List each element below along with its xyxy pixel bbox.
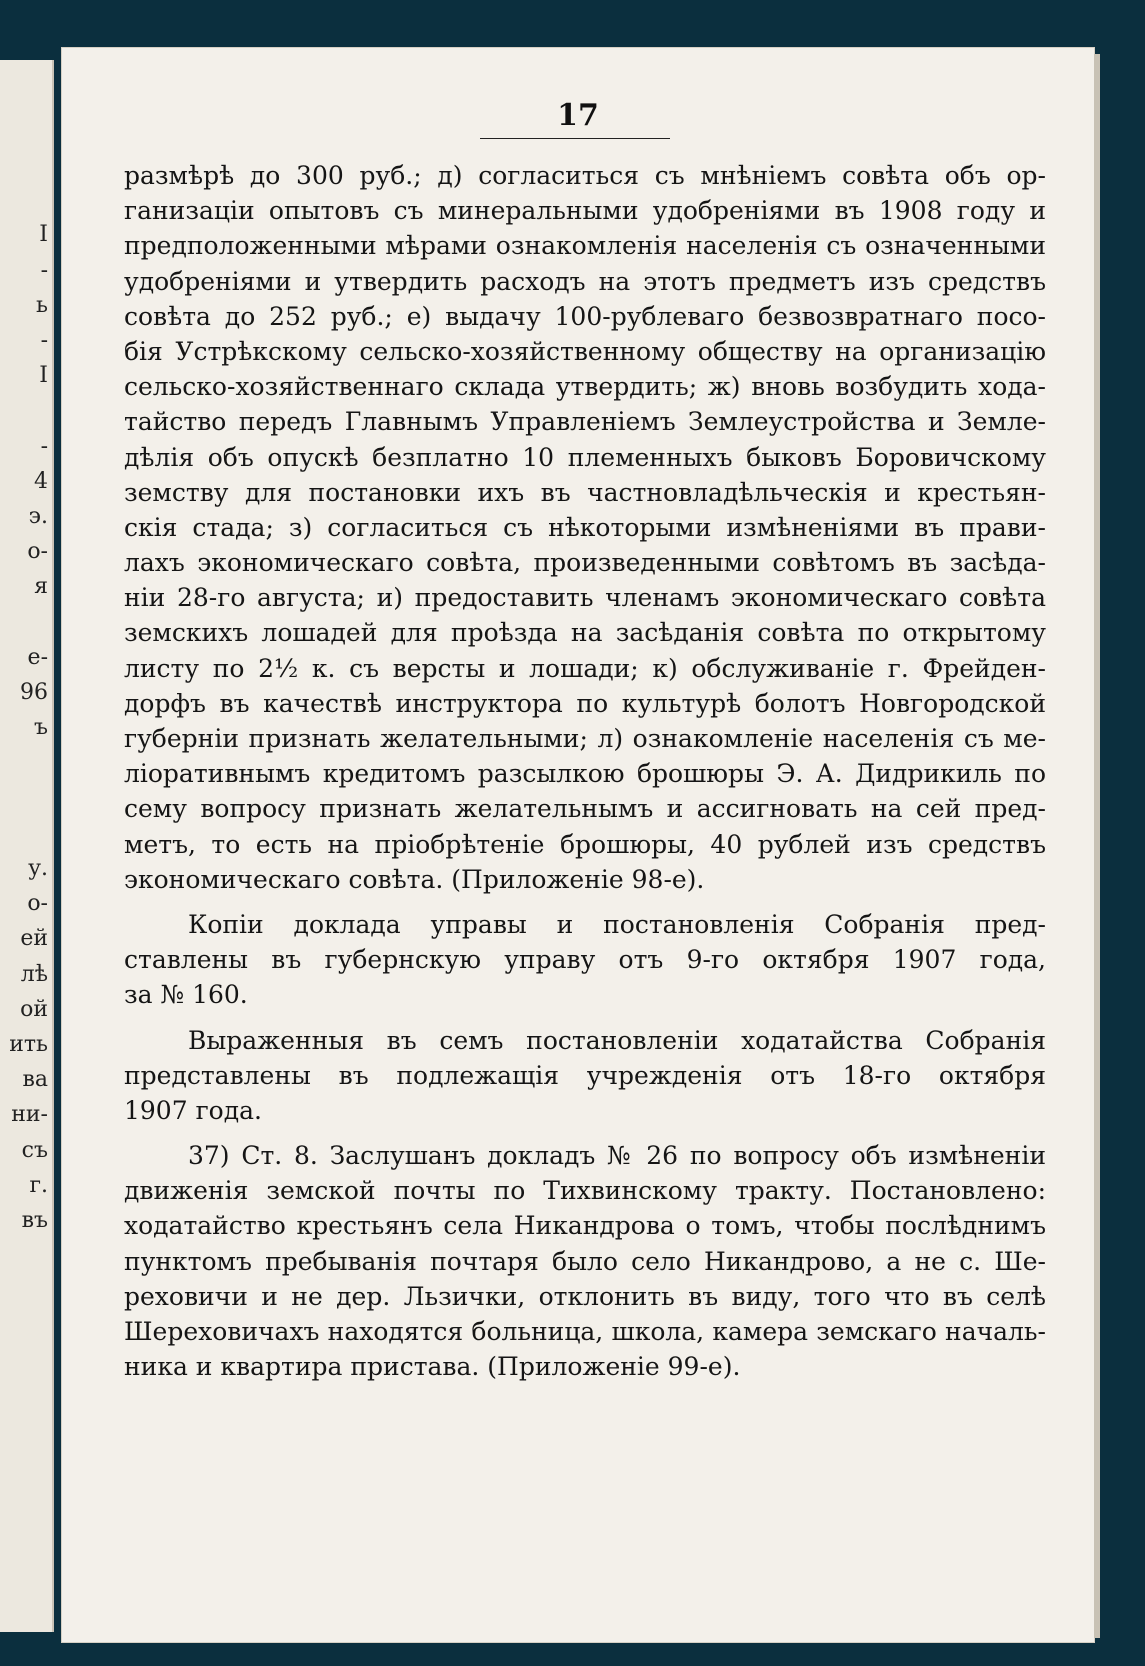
left-page-fragment: ъ	[34, 715, 48, 741]
left-page-fragment: I	[39, 363, 48, 389]
text-line: тайство передъ Главнымъ Управленіемъ Землеустройства и Земле-	[124, 407, 1046, 437]
left-page-fragment: -	[40, 257, 48, 283]
paragraph-gap	[124, 1013, 1046, 1023]
left-page-fragment: у.	[28, 856, 48, 881]
text-line: листу по 2½ к. съ версты и лошади; к) обслуживаніе г. Фрейден-	[124, 653, 1046, 683]
text-line: земству для постановки ихъ въ частновладѣльческія и крестьян-	[124, 477, 1046, 507]
left-page-fragment: о-	[27, 891, 48, 917]
text-line: размѣрѣ до 300 руб.; д) согласиться съ мнѣніемъ совѣта объ ор-	[124, 161, 1046, 190]
text-line: губерніи признать желательными; л) ознакомленіе населенія съ ме-	[124, 724, 1046, 753]
text-line: за № 160.	[124, 980, 248, 1010]
text-line: лахъ экономическаго совѣта, произведенными совѣтомъ въ засѣда-	[124, 548, 1046, 578]
left-page-fragment: -	[40, 328, 48, 353]
text-line: ганизаціи опытовъ съ минеральными удобреніями въ 1908 году и	[124, 196, 1046, 226]
text-line: Выраженныя въ семъ постановленіи ходатайства Собранія	[188, 1025, 1046, 1055]
text-line: 1907 года.	[124, 1095, 262, 1125]
left-page-fragment: ить	[9, 1032, 48, 1057]
text-line: метъ, то есть на пріобрѣтеніе брошюры, 40 рублей изъ средствъ	[124, 829, 1046, 859]
text-line: ника и квартира пристава. (Приложеніе 99-е).	[124, 1352, 741, 1382]
left-page-fragment: ни-	[11, 1102, 48, 1128]
left-page-fragment: г.	[29, 1172, 48, 1198]
text-line: представлены въ подлежащія учрежденія отъ 18-го октября	[124, 1060, 1046, 1090]
left-page-edge	[0, 60, 54, 1632]
left-page-fragment: ь	[36, 292, 48, 318]
page-number: 17	[557, 98, 599, 133]
text-line: дорфъ въ качествѣ инструктора по культурѣ болотъ Новгородской	[124, 688, 1046, 718]
left-page-fragment: ой	[20, 996, 48, 1022]
text-line: дѣлія объ опускѣ безплатно 10 племенныхъ быковъ Боровичскому	[124, 442, 1046, 472]
text-line: Копіи доклада управы и постановленія Собранія пред-	[188, 909, 1046, 939]
left-page-fragment: е-	[27, 644, 48, 670]
left-page-fragment: лѣ	[20, 961, 48, 987]
text-line: сельско-хозяйственнаго склада утвердить; ж) вновь возбудить хода-	[124, 372, 1046, 402]
left-page-fragment: ва	[22, 1067, 48, 1093]
text-line: предположенными мѣрами ознакомленія населенія съ означенными	[124, 231, 1046, 261]
left-page-fragment: ей	[20, 926, 48, 952]
text-line: земскихъ лошадей для проѣзда на засѣданія совѣта по открытому	[124, 618, 1046, 648]
document-page	[62, 48, 1094, 1642]
text-line: совѣта до 252 руб.; е) выдачу 100-рублеваго безвозвратнаго посо-	[124, 301, 1046, 331]
text-line: экономическаго совѣта. (Приложеніе 98-е).	[124, 864, 705, 894]
text-line: ніи 28-го августа; и) предоставить членамъ экономическаго совѣта	[124, 583, 1046, 613]
text-line: сему вопросу признать желательнымъ и ассигновать на сей пред-	[124, 794, 1046, 824]
body-text	[124, 158, 1046, 1384]
left-page-fragment: съ	[21, 1137, 48, 1163]
text-line: ставлены въ губернскую управу отъ 9-го октября 1907 года,	[124, 945, 1046, 975]
text-line: ліоративнымъ кредитомъ разсылкою брошюры Э. А. Дидрикиль по	[124, 759, 1046, 789]
text-line: бія Устрѣкскому сельско-хозяйственному обществу на организацію	[124, 336, 1046, 366]
header-rule	[480, 138, 670, 139]
left-page-fragment: я	[34, 574, 48, 600]
text-line: ходатайство крестьянъ села Никандрова о томъ, чтобы послѣднимъ	[124, 1211, 1046, 1241]
text-line: удобреніями и утвердить расходъ на этотъ предметъ изъ средствъ	[124, 266, 1046, 296]
text-line: реховичи и не дер. Льзички, отклонить въ виду, того что въ селѣ	[124, 1281, 1046, 1311]
left-page-fragment: о-	[27, 539, 48, 565]
left-page-fragment: -	[40, 433, 48, 459]
left-page-fragment: 96	[20, 680, 48, 705]
paragraph-gap	[124, 897, 1046, 907]
left-page-fragment: въ	[21, 1208, 48, 1233]
text-line: скія стада; з) согласиться съ нѣкоторыми измѣненіями въ прави-	[124, 512, 1046, 542]
left-page-fragment: 4	[34, 468, 48, 494]
left-page-fragment: I	[39, 222, 48, 248]
paragraph-gap	[124, 1128, 1046, 1138]
left-page-fragment: э.	[28, 504, 48, 529]
text-line: пунктомъ пребыванія почтаря было село Никандрово, а не с. Ше-	[124, 1246, 1046, 1276]
text-line: Шереховичахъ находятся больница, школа, камера земскаго началь-	[124, 1317, 1046, 1346]
text-line: 37) Ст. 8. Заслушанъ докладъ № 26 по вопросу объ измѣненіи	[188, 1141, 1046, 1171]
text-line: движенія земской почты по Тихвинскому тракту. Постановлено:	[124, 1176, 1046, 1206]
page-edge-shadow	[1094, 54, 1100, 1638]
